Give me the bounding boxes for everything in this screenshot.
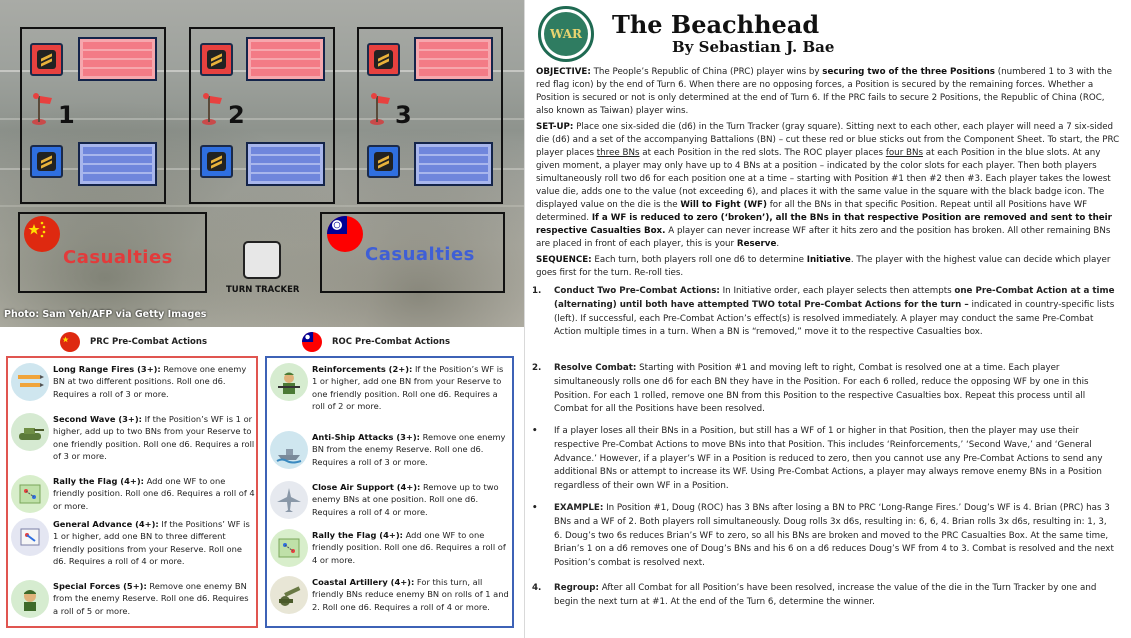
war-logo-icon [538, 6, 594, 62]
badge-icon [207, 50, 226, 69]
prc-action-item[interactable] [11, 475, 255, 513]
photo-credit: Photo: Sam Yeh/AFP via Getty Images [4, 309, 207, 320]
game-board [0, 0, 524, 327]
action-text: Add one WF to one friendly position. Roll one d6. Requires a roll of 4 or more. [53, 476, 255, 511]
jet-icon [270, 481, 308, 519]
objective-label: OBJECTIVE: [536, 67, 591, 77]
position-number: 3 [395, 101, 412, 129]
prc-action-item[interactable] [11, 518, 255, 567]
setup-bold: Will to Fight (WF) [680, 200, 767, 210]
step-item [532, 425, 1126, 494]
roc-action-item[interactable] [270, 481, 510, 519]
action-name: Coastal Artillery (4+): [312, 577, 415, 587]
roc-action-item[interactable] [270, 363, 510, 412]
prc-bn-slots[interactable] [414, 37, 493, 81]
tank-icon [11, 413, 49, 451]
action-text: If the Positions’ WF is 1 or higher, add one BN to three different friendly positions from your Reserve. Roll one d6. Requires a roll of 4 or more. [53, 519, 250, 566]
step-title: EXAMPLE: [554, 503, 604, 513]
sequence-section [536, 254, 1124, 280]
setup-text: for all the BNs in that specific Position. Repeat until all Positions have WF determined. [536, 200, 1088, 223]
step-item [532, 502, 1126, 571]
action-text: Remove one enemy BN from the enemy Reserve. Roll one d6. Requires a roll of 3 or more. [312, 432, 506, 467]
map-icon [11, 475, 49, 513]
roc-actions-title: ROC Pre-Combat Actions [332, 337, 451, 347]
setup-text: at each Position in the red slots. The ROC player places [642, 148, 884, 158]
prc-actions-header [60, 332, 207, 352]
prc-flag-icon [60, 332, 80, 352]
badge-icon [37, 152, 56, 171]
setup-text: . [776, 239, 780, 249]
action-name: Rally the Flag (4+): [312, 530, 403, 540]
prc-bn-slots[interactable] [78, 37, 157, 81]
roc-actions-header [302, 332, 450, 352]
sequence-label: SEQUENCE: [536, 255, 592, 265]
step-bullet: • [532, 426, 538, 436]
setup-label: SET-UP: [536, 122, 574, 132]
action-text: Add one WF to one friendly position. Roll one d6. Requires a roll of 4 or more. [312, 530, 506, 565]
step-item [532, 285, 1126, 340]
setup-text: at each Position in the blue slots. At any given moment, a player may only have up to 4 BNs at a position – indicated by the color slots for each player. Then both players simultaneously roll two d6 for each position one at a time – starting with Position #1 then #2 then #3. Each player takes the lowest value die, adds one to the value (not exceeding 6), and places it with the same value in the square with the black badge icon. The displayed value on the die is the [536, 148, 1111, 210]
roc-bn-slots[interactable] [246, 142, 325, 186]
objective-text: (numbered 1 to 3 with the red flag icon) by the end of Turn 6. When there are no opposing forces, a Position is secured by the remaining forces. Whether a Position is secured or not is only determined at the end of Turn 6. If the PRC fails to secure 2 Positions, the Republic of China (ROC, also known as Taiwan) player wins. [536, 67, 1112, 116]
turn-tracker-label: TURN TRACKER [226, 285, 300, 295]
action-name: Anti-Ship Attacks (3+): [312, 432, 420, 442]
step-item [532, 362, 1126, 417]
roc-wf-badge-square[interactable] [200, 145, 233, 178]
step-title: Regroup: [554, 583, 599, 593]
prc-actions-title: PRC Pre-Combat Actions [90, 337, 208, 347]
action-text: Remove one enemy BN from the enemy Reserve. Roll one d6. Requires a roll of 5 or more. [53, 581, 249, 616]
setup-section [536, 121, 1124, 251]
step-title: Resolve Combat: [554, 363, 637, 373]
roc-bn-slots[interactable] [414, 142, 493, 186]
step-number: 4. [532, 583, 542, 593]
roc-casualties-label: Casualties [365, 244, 475, 265]
prc-action-item[interactable] [11, 413, 255, 462]
step-text: After all Combat for all Position’s have been resolved, increase the value of the die in the Turn Tracker by one and begin the next turn at #1. At the end of the Turn 6, determine the winner. [554, 583, 1097, 607]
badge-icon [207, 152, 226, 171]
position-number: 2 [228, 101, 245, 129]
roc-bn-slots[interactable] [78, 142, 157, 186]
turn-tracker-square[interactable] [243, 241, 281, 279]
setup-bold: If a WF is reduced to zero (‘broken’), all the BNs in that respective Position are removed and sent to their respective Casualties Box. [536, 213, 1112, 236]
red-flag-icon [30, 92, 52, 126]
badge-icon [374, 152, 393, 171]
step-text: In Initiative order, each player selects then attempts [722, 286, 952, 296]
prc-wf-badge-square[interactable] [367, 43, 400, 76]
prc-casualties-label: Casualties [63, 247, 173, 268]
action-text: If the Position’s WF is 1 or higher, add one BN from your Reserve to one friendly position. Roll one d6. Requires a roll of 2 or more. [312, 364, 504, 411]
prc-action-item[interactable] [11, 363, 255, 401]
page-title: The Beachhead [612, 10, 820, 39]
action-name: General Advance (4+): [53, 519, 159, 529]
step-text: If a player loses all their BNs in a Position, but still has a WF of 1 or higher in that Position, then the player may use their respective Pre-Combat Actions to move BNs into that Position. This includes ‘Reinforcements,’ ‘Second Wave,’ and ‘General Advance.’ However, if a player’s WF in a Position is reduced to zero, then you cannot use any Pre-Combat Actions to send any additional BNs or attempt to increase its WF. Using Pre-Combat Actions, a player may always remove enemy BNs in a Position regardless of their own WF in a Position. [554, 426, 1103, 492]
rules-panel [532, 0, 1126, 638]
setup-underline: four BNs [885, 148, 924, 158]
setup-text: A player can never increase WF after it hits zero and the position has broken. All other remaining BNs are placed in front of each player, this is your [536, 226, 1111, 249]
setup-bold: Reserve [736, 239, 777, 249]
step-bullet: • [532, 503, 538, 513]
sequence-text: Each turn, both players roll one d6 to determine [594, 255, 804, 265]
prc-action-item[interactable] [11, 580, 255, 618]
red-flag-icon [200, 92, 222, 126]
setup-text: Place one six-sided die (d6) in the Turn Tracker (gray square). Sitting next to each other, each player will need a 7 six-sided die (d6) and a set of the accompanying Battalions (BN) – cut these red or blue sticks out from the Component Sheet. To start, the PRC player places [536, 122, 1120, 158]
anti-ship-icon [270, 431, 308, 469]
objective-section [536, 66, 1124, 118]
step-item [532, 582, 1126, 610]
soldier-icon [11, 580, 49, 618]
roc-actions-list [265, 356, 514, 628]
step-number: 1. [532, 286, 542, 296]
reinforcement-icon [270, 363, 308, 401]
action-name: Long Range Fires (3+): [53, 364, 161, 374]
sequence-bold: Initiative [806, 255, 851, 265]
step-number: 2. [532, 363, 542, 373]
setup-underline: three BNs [596, 148, 640, 158]
author-byline: By Sebastian J. Bae [672, 38, 835, 56]
step-text: indicated in country-specific lists (left). If successful, each Pre-Combat Action’s effect(s) is resolved immediately. A player may conduct the same Pre-Combat Action multiple times in a turn. When a BN is “removed,” move it to the respective Casualties box. [554, 299, 1115, 338]
objective-text: The People’s Republic of China (PRC) player wins by [593, 67, 820, 77]
action-text: Remove up to two enemy BNs at one position. Roll one d6. Requires a roll of 4 or more. [312, 482, 499, 517]
action-name: Close Air Support (4+): [312, 482, 421, 492]
step-text: In Position #1, Doug (ROC) has 3 BNs after losing a BN to PRC ‘Long-Range Fires.’ Doug’s WF is 4. Brian (PRC) has 3 BNs and a WF of 2. Both players roll simultaneously. Doug rolls 3x d6s, resulting in: 6, 6, 4. Brian rolls 3x d6s, resulting in: 1, 3, 6. Doug’s two 6s reduces Brian’s WF to zero, so all his BNs are broken and moved to the PRC Casualties Box. At the same time, Brian’s 1 on a d6 removes one of Doug’s BNs and his 6 on a d6 reduces Doug’s WF from 4 to 3. Combat is resolved and the next Position’s combat is resolved next. [554, 503, 1114, 569]
prc-bn-slots[interactable] [246, 37, 325, 81]
action-name: Reinforcements (2+): [312, 364, 413, 374]
prc-actions-list [6, 356, 258, 628]
roc-action-item[interactable] [270, 431, 510, 469]
action-text: For this turn, all friendly BNs reduce enemy BN on rolls of 1 and 2. Roll one d6. Requires a roll of 4 or more. [312, 577, 509, 612]
strategy-icon [11, 518, 49, 556]
artillery-icon [270, 576, 308, 614]
prc-wf-badge-square[interactable] [200, 43, 233, 76]
logo-text: WAR [544, 12, 588, 56]
prc-flag-icon [24, 216, 60, 252]
sequence-text: . The player with the highest value can decide which player goes first for the turn. Re-roll ties. [536, 255, 1111, 278]
objective-bold: securing two of the three Positions [822, 67, 995, 77]
roc-flag-icon [327, 216, 363, 252]
roc-action-item[interactable] [270, 576, 510, 614]
step-bold: one Pre-Combat Action at a time (alternating) until both have attempted TWO total Pre-Combat Actions for the turn – [554, 286, 1115, 310]
roc-flag-icon [302, 332, 322, 352]
map-icon [270, 529, 308, 567]
column-divider [524, 0, 525, 638]
position-number: 1 [58, 101, 75, 129]
prc-wf-badge-square[interactable] [30, 43, 63, 76]
step-title: Conduct Two Pre-Combat Actions: [554, 286, 720, 296]
wave-line [0, 205, 524, 207]
action-text: Remove one enemy BN at two different positions. Roll one d6. Requires a roll of 3 or more. [53, 364, 247, 399]
step-text: Starting with Position #1 and moving left to right, Combat is resolved one at a time. Each player simultaneously rolls one d6 for each BN they have in the Position. For each 6 rolled, reduce the opposing WF by one in this Position. For each 1 rolled, remove one BN from this Position to the respective Casualties box. Repeat this process until all Combat for all the Positions have been resolved. [554, 363, 1089, 415]
action-text: If the Position’s WF is 1 or higher, add up to two BNs from your Reserve to one friendly position. Roll one d6. Requires a roll of 3 or more. [53, 414, 255, 461]
badge-icon [37, 50, 56, 69]
action-name: Second Wave (3+): [53, 414, 142, 424]
missile-icon [11, 363, 49, 401]
roc-wf-badge-square[interactable] [30, 145, 63, 178]
badge-icon [374, 50, 393, 69]
action-name: Rally the Flag (4+): [53, 476, 144, 486]
red-flag-icon [368, 92, 390, 126]
roc-wf-badge-square[interactable] [367, 145, 400, 178]
roc-action-item[interactable] [270, 529, 510, 567]
action-name: Special Forces (5+): [53, 581, 147, 591]
